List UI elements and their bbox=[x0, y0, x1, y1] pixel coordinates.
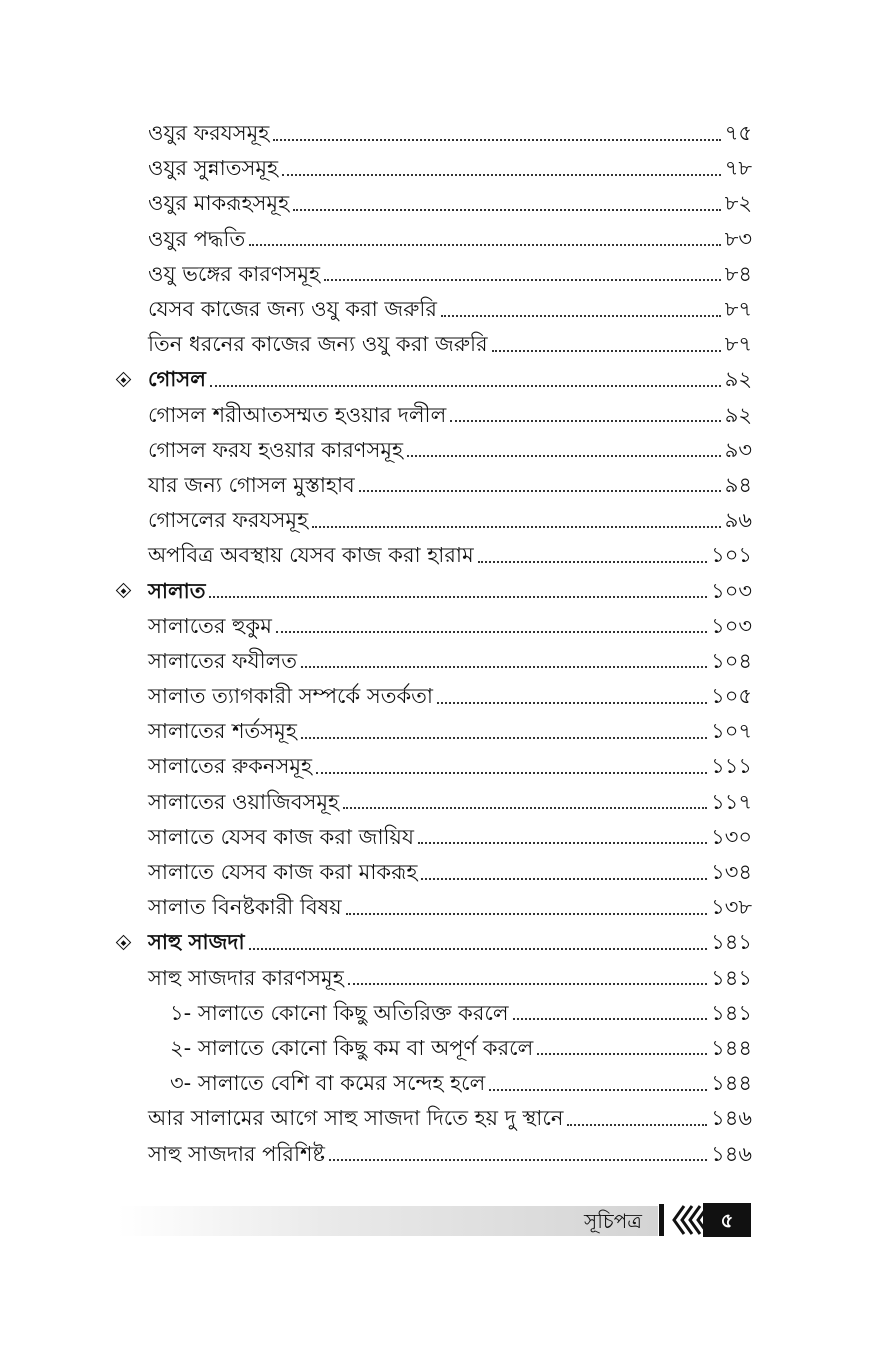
toc-entry-page: ৮৩ bbox=[724, 226, 752, 251]
dot-leader bbox=[478, 561, 707, 563]
dot-leader bbox=[418, 842, 707, 844]
dot-leader bbox=[359, 490, 721, 492]
toc-entry bbox=[148, 820, 752, 855]
toc-entry bbox=[148, 327, 752, 362]
toc-entry-page: ১১১ bbox=[711, 754, 752, 779]
toc-entry bbox=[148, 468, 752, 503]
toc-entry bbox=[148, 222, 752, 257]
toc-entry bbox=[148, 890, 752, 925]
toc-entry-title: সাহু সাজদার কারণসমূহ bbox=[148, 965, 344, 990]
toc-entry-page: ৭৮ bbox=[724, 156, 752, 181]
toc-entry bbox=[148, 1136, 752, 1171]
dot-leader bbox=[513, 1018, 708, 1020]
dot-leader bbox=[329, 1159, 707, 1161]
dot-leader bbox=[282, 174, 721, 176]
dot-leader bbox=[301, 737, 707, 739]
toc-entry-title: ওযুর সুন্নাতসমূহ bbox=[148, 156, 279, 181]
toc-entry-page: ৯২ bbox=[724, 402, 752, 427]
toc-entry-page: ৮৭ bbox=[724, 332, 752, 357]
toc-entry-page: ১০৪ bbox=[711, 648, 752, 673]
toc-entry-title: সালাতের ওয়াজিবসমূহ bbox=[148, 789, 340, 814]
dot-leader bbox=[249, 948, 708, 950]
dot-leader bbox=[492, 350, 721, 352]
dot-leader bbox=[348, 983, 707, 985]
toc-entry-page: ১০১ bbox=[711, 543, 752, 568]
toc-entry bbox=[148, 116, 752, 151]
toc-entry bbox=[148, 714, 752, 749]
dot-leader bbox=[421, 878, 707, 880]
dot-leader bbox=[209, 596, 707, 598]
dot-leader bbox=[537, 1053, 707, 1055]
toc-entry-title: সালাত বিনষ্টকারী বিষয় bbox=[148, 895, 342, 920]
toc-entry-page: ৯৩ bbox=[724, 437, 752, 462]
toc-entry bbox=[148, 644, 752, 679]
dot-leader bbox=[249, 244, 721, 246]
toc-entry-page: ১০৭ bbox=[711, 719, 752, 744]
toc-section-page: ৯২ bbox=[724, 367, 752, 392]
dot-leader bbox=[273, 139, 720, 141]
toc-entry-page: ১১৭ bbox=[711, 789, 752, 814]
toc-section-page: ১৪১ bbox=[711, 930, 752, 955]
dot-leader bbox=[407, 455, 721, 457]
toc-entry-page: ১০৩ bbox=[711, 613, 752, 638]
toc-entry bbox=[148, 257, 752, 292]
toc-entry-page: ১৪৪ bbox=[711, 1035, 752, 1060]
toc-entry-page: ৮৪ bbox=[724, 261, 752, 286]
dot-leader bbox=[293, 209, 721, 211]
toc-entry-title: ১- সালাতে কোনো কিছু অতিরিক্ত করলে bbox=[170, 1000, 509, 1025]
toc-entry-title: যার জন্য গোসল মুস্তাহাব bbox=[148, 472, 355, 497]
toc-entry-page: ১৪১ bbox=[711, 965, 752, 990]
toc-entry-page: ১৩৪ bbox=[711, 860, 752, 885]
toc-subentry bbox=[170, 1066, 752, 1101]
footer-divider bbox=[659, 1204, 664, 1236]
toc-entry bbox=[148, 433, 752, 468]
toc-entry-title: সাহু সাজদার পরিশিষ্ট bbox=[148, 1141, 325, 1166]
toc-subentry bbox=[170, 996, 752, 1031]
toc-entry-page: ৭৫ bbox=[724, 121, 752, 146]
dot-leader bbox=[316, 772, 707, 774]
toc-entry bbox=[148, 749, 752, 784]
table-of-contents bbox=[0, 116, 870, 1172]
diamond-bullet-icon bbox=[116, 583, 132, 599]
toc-entry-title: তিন ধরনের কাজের জন্য ওযু করা জরুরি bbox=[148, 332, 488, 357]
toc-entry-title: গোসলের ফরযসমূহ bbox=[148, 508, 309, 533]
diamond-bullet-icon bbox=[116, 372, 132, 388]
toc-entry bbox=[148, 186, 752, 221]
toc-section-page: ১০৩ bbox=[711, 578, 752, 603]
toc-entry-title: সালাতের হুকুম bbox=[148, 613, 272, 638]
toc-entry-title: অপবিত্র অবস্থায় যেসব কাজ করা হারাম bbox=[148, 543, 474, 568]
toc-entry bbox=[148, 292, 752, 327]
toc-entry-title: ওযুর মাকরূহসমূহ bbox=[148, 191, 290, 216]
toc-section bbox=[148, 362, 752, 397]
dot-leader bbox=[489, 1089, 707, 1091]
toc-entry bbox=[148, 679, 752, 714]
toc-entry-page: ১০৫ bbox=[711, 684, 752, 709]
footer-band bbox=[118, 1206, 658, 1236]
page-number: ৫ bbox=[703, 1203, 751, 1237]
diamond-bullet-icon bbox=[116, 935, 132, 951]
toc-entry-title: সালাতে যেসব কাজ করা জায়িয bbox=[148, 824, 415, 849]
dot-leader bbox=[441, 315, 721, 317]
toc-entry-title: ওযুর ফরযসমূহ bbox=[148, 121, 270, 146]
toc-entry bbox=[148, 961, 752, 996]
toc-entry-title: সালাত ত্যাগকারী সম্পর্কে সতর্কতা bbox=[148, 684, 434, 709]
toc-entry bbox=[148, 151, 752, 186]
toc-entry-title: সালাতের রুকনসমূহ bbox=[148, 754, 313, 779]
dot-leader bbox=[276, 631, 707, 633]
toc-section-title: সাহু সাজদা bbox=[148, 930, 245, 955]
toc-entry-page: ৮২ bbox=[724, 191, 752, 216]
toc-entry bbox=[148, 1101, 752, 1136]
dot-leader bbox=[312, 526, 721, 528]
toc-entry bbox=[148, 398, 752, 433]
toc-entry-title: যেসব কাজের জন্য ওযু করা জরুরি bbox=[148, 297, 437, 322]
toc-entry-title: সালাতের ফযীলত bbox=[148, 648, 297, 673]
toc-entry-page: ৮৭ bbox=[724, 297, 752, 322]
toc-entry-title: সালাতের শর্তসমূহ bbox=[148, 719, 297, 744]
toc-entry bbox=[148, 855, 752, 890]
toc-entry-title: ২- সালাতে কোনো কিছু কম বা অপূর্ণ করলে bbox=[170, 1035, 534, 1060]
toc-entry-title: গোসল শরীআতসম্মত হওয়ার দলীল bbox=[148, 402, 447, 427]
dot-leader bbox=[343, 807, 707, 809]
dot-leader bbox=[450, 420, 721, 422]
toc-entry-page: ৯৪ bbox=[724, 472, 752, 497]
dot-leader bbox=[301, 666, 707, 668]
toc-entry bbox=[148, 785, 752, 820]
dot-leader bbox=[324, 279, 721, 281]
toc-entry-title: সালাতে যেসব কাজ করা মাকরূহ bbox=[148, 860, 418, 885]
dot-leader bbox=[346, 913, 707, 915]
toc-entry bbox=[148, 609, 752, 644]
toc-entry-title: আর সালামের আগে সাহু সাজদা দিতে হয় দু স্থানে bbox=[148, 1106, 564, 1131]
toc-subentry bbox=[170, 1031, 752, 1066]
toc-entry-page: ১৩০ bbox=[711, 824, 752, 849]
toc-section-title: গোসল bbox=[148, 367, 206, 392]
toc-entry-page: ১৪৬ bbox=[711, 1106, 752, 1131]
footer-section-label: সূচিপত্র bbox=[584, 1209, 642, 1233]
toc-entry-page: ৯৬ bbox=[724, 508, 752, 533]
toc-entry-page: ১৪১ bbox=[711, 1000, 752, 1025]
toc-entry-page: ১৩৮ bbox=[711, 895, 752, 920]
toc-entry-page: ১৪৪ bbox=[711, 1071, 752, 1096]
toc-entry-title: গোসল ফরয হওয়ার কারণসমূহ bbox=[148, 437, 404, 462]
toc-entry-title: ওযুর পদ্ধতি bbox=[148, 226, 246, 251]
toc-entry bbox=[148, 538, 752, 573]
toc-entry-page: ১৪৬ bbox=[711, 1141, 752, 1166]
toc-entry-title: ওযু ভঙ্গের কারণসমূহ bbox=[148, 261, 321, 286]
toc-section bbox=[148, 925, 752, 960]
toc-entry bbox=[148, 503, 752, 538]
toc-section bbox=[148, 573, 752, 608]
toc-entry-title: ৩- সালাতে বেশি বা কমের সন্দেহ হলে bbox=[170, 1071, 486, 1096]
toc-section-title: সালাত bbox=[148, 578, 206, 603]
dot-leader bbox=[437, 702, 707, 704]
dot-leader bbox=[567, 1124, 707, 1126]
dot-leader bbox=[210, 385, 721, 387]
